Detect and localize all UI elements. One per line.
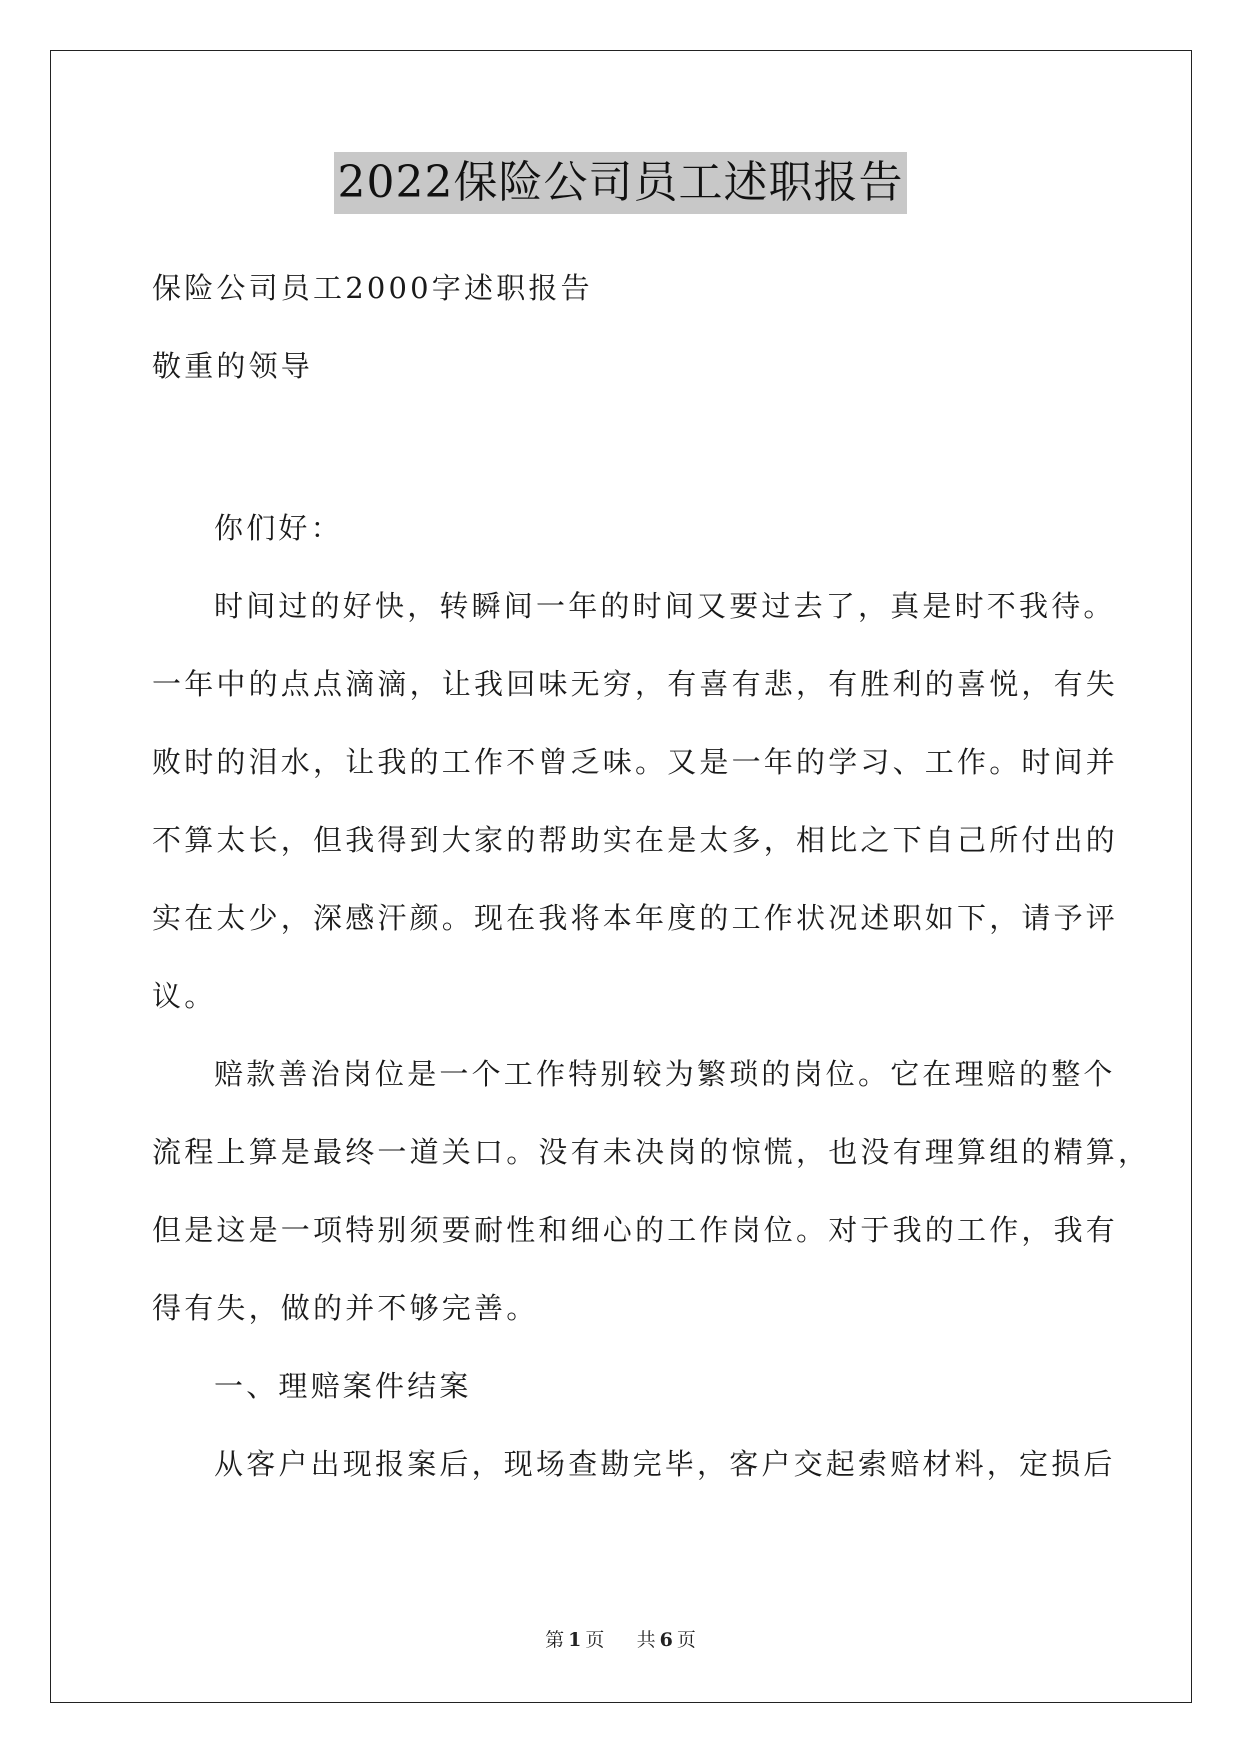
body-line: 从客户出现报案后，现场查勘完毕，客户交起索赔材料，定损后 — [214, 1447, 1116, 1481]
salutation: 敬重的领导 — [152, 349, 314, 383]
body-line: 实在太少，深感汗颜。现在我将本年度的工作状况述职如下，请予评 — [152, 901, 1119, 935]
body-line: 败时的泪水，让我的工作不曾乏味。又是一年的学习、工作。时间并 — [152, 745, 1119, 779]
page-current: 1 — [568, 1629, 582, 1651]
body-line: 一年中的点点滴滴，让我回味无穷，有喜有悲，有胜利的喜悦，有失 — [152, 667, 1119, 701]
page-indicator — [543, 1629, 606, 1651]
body-line: 不算太长，但我得到大家的帮助实在是太多，相比之下自己所付出的 — [152, 823, 1119, 857]
body-line: 得有失，做的并不够完善。 — [152, 1291, 539, 1325]
document-title: 2022保险公司员工述职报告 — [334, 152, 908, 214]
total-prefix: 共 — [636, 1629, 656, 1651]
page-total: 6 — [659, 1629, 673, 1651]
page-footer — [0, 1628, 1241, 1652]
total-suffix: 页 — [676, 1629, 696, 1651]
body-line: 议。 — [152, 979, 217, 1013]
body-line: 流程上算是最终一道关口。没有未决岗的惊慌，也没有理算组的精算， — [152, 1135, 1151, 1169]
page-prefix: 第 — [545, 1629, 565, 1651]
page-suffix: 页 — [585, 1629, 605, 1651]
title-block — [0, 152, 1241, 214]
body-line: 但是这是一项特别须要耐性和细心的工作岗位。对于我的工作，我有 — [152, 1213, 1119, 1247]
greeting: 你们好： — [214, 511, 343, 545]
body-line: 时间过的好快，转瞬间一年的时间又要过去了，真是时不我待。 — [214, 589, 1116, 623]
body-line: 赔款善治岗位是一个工作特别较为繁琐的岗位。它在理赔的整个 — [214, 1057, 1116, 1091]
section-heading: 一、理赔案件结案 — [214, 1369, 472, 1403]
document-subtitle: 保险公司员工2000字述职报告 — [152, 271, 593, 305]
page-total-indicator — [635, 1629, 698, 1651]
